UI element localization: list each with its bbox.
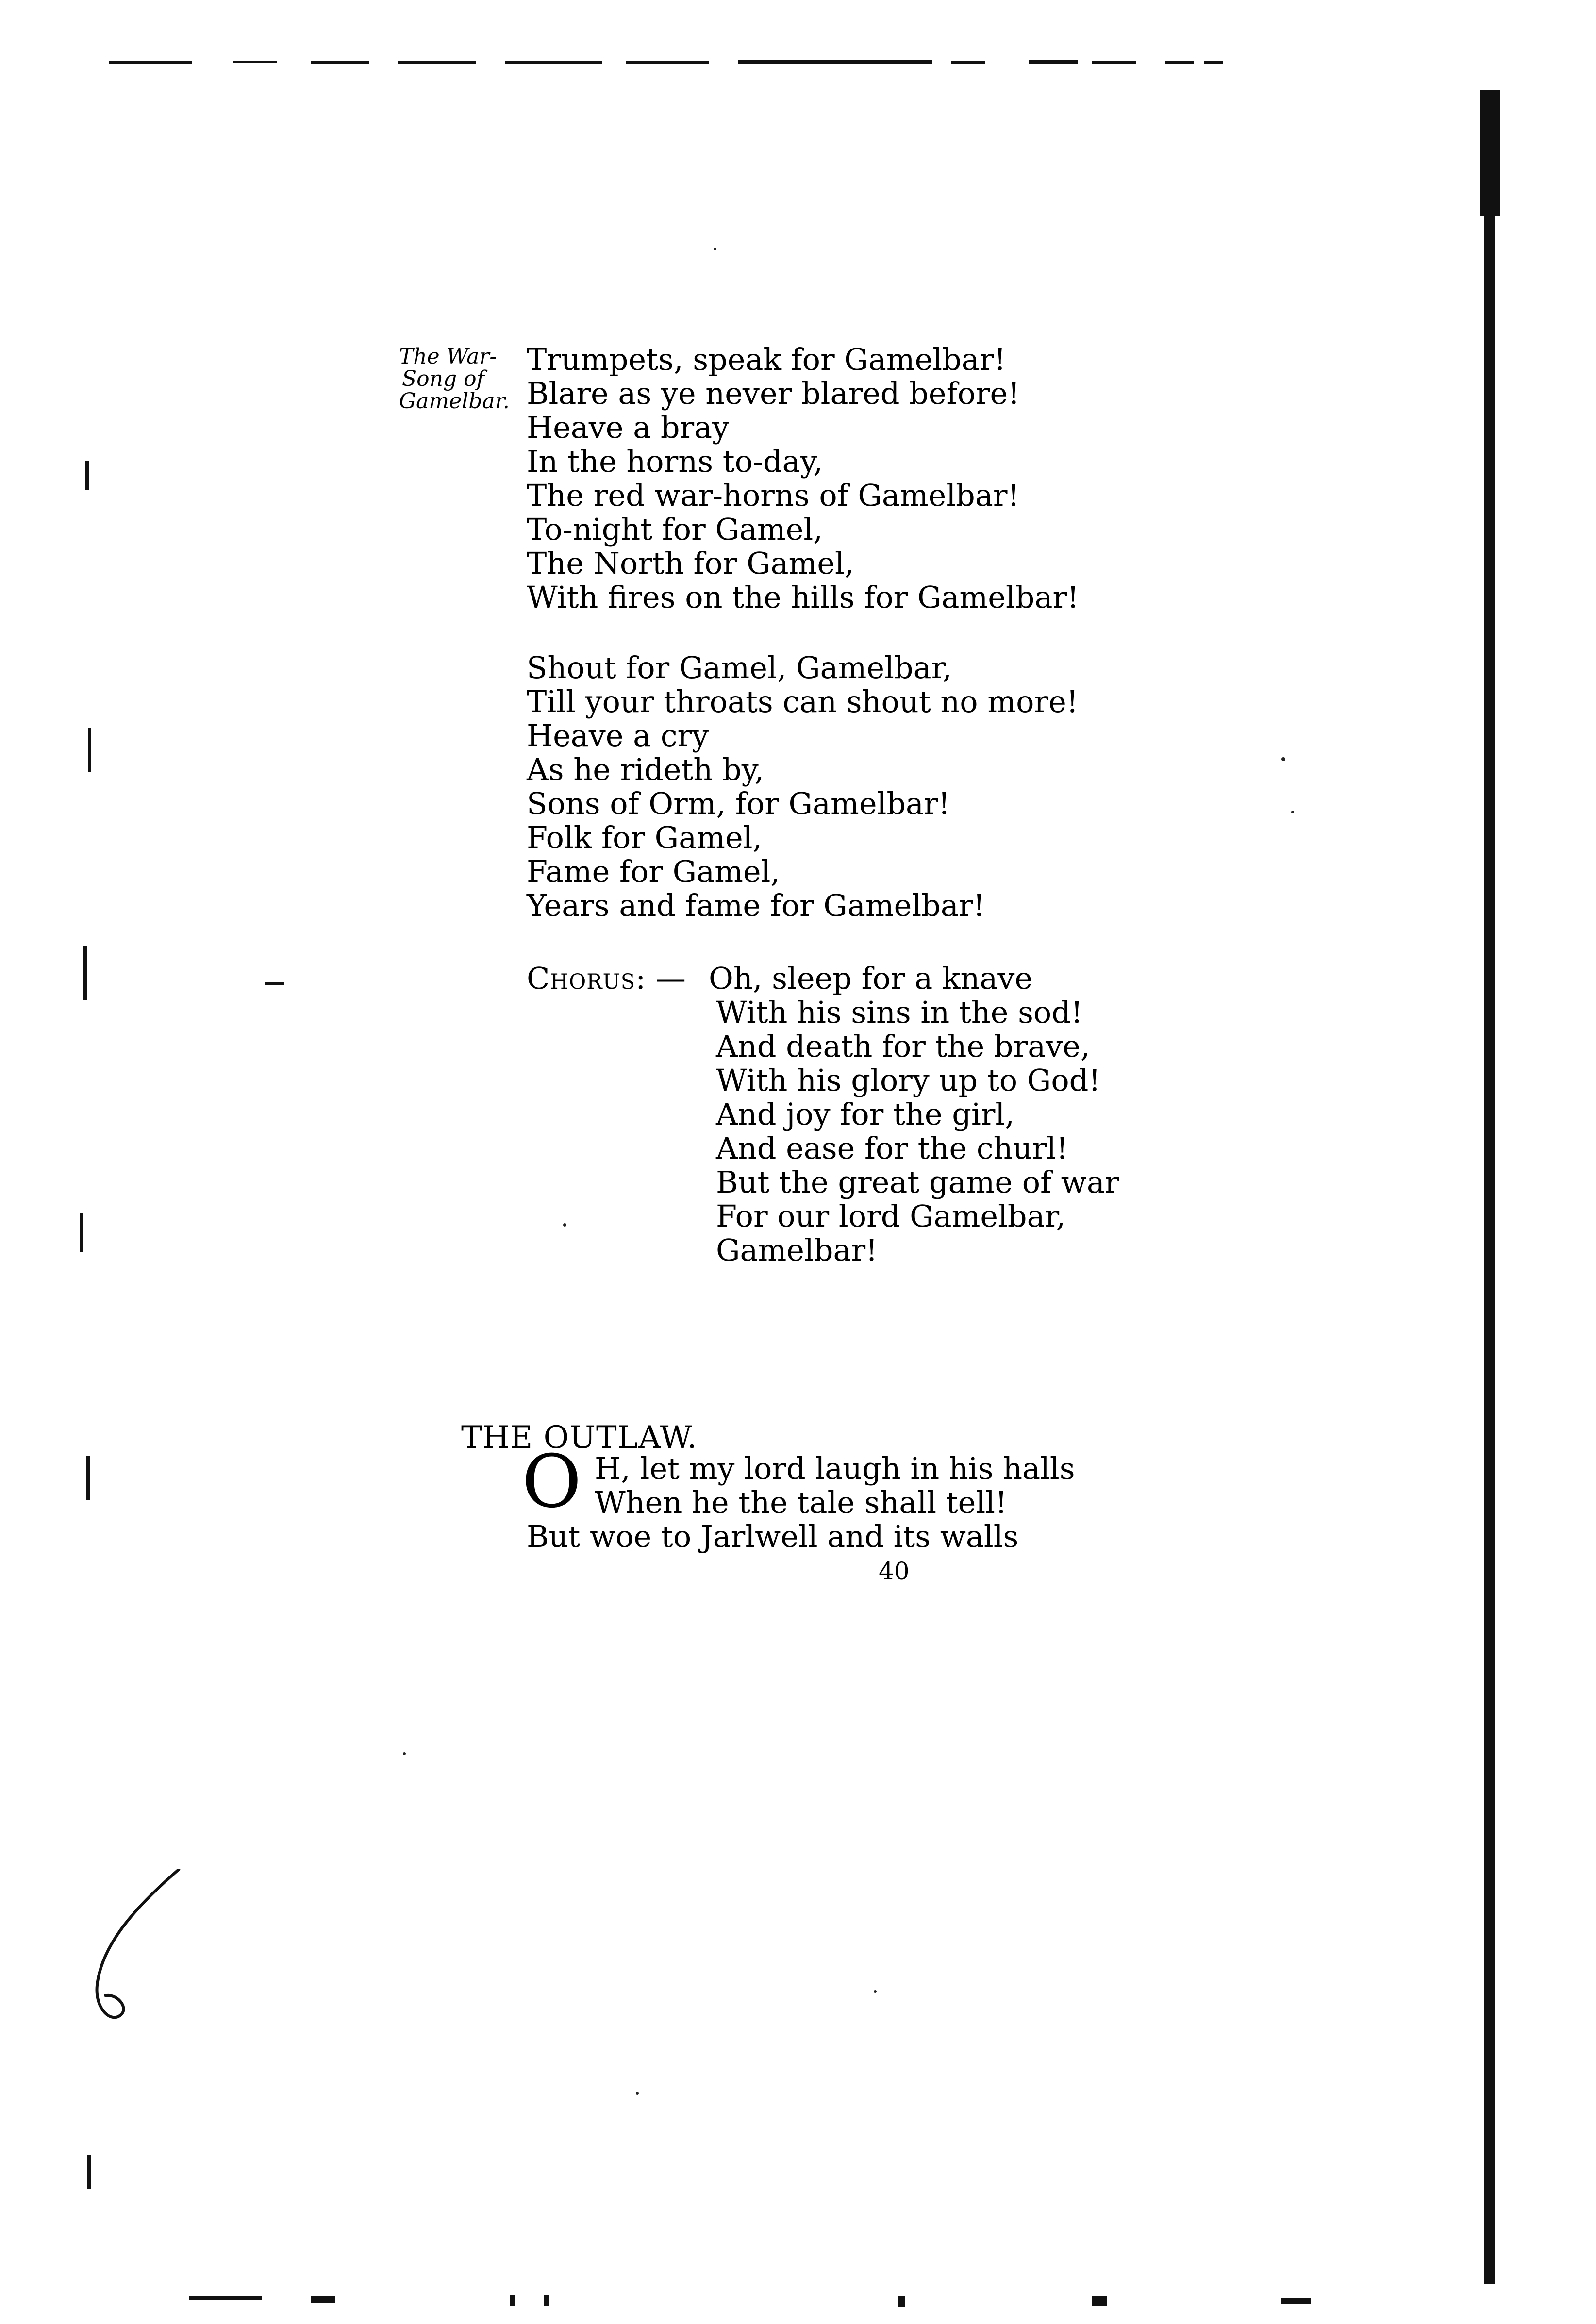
chorus-line: And joy for the girl, bbox=[716, 1096, 1014, 1132]
verse-line: Sons of Orm, for Gamelbar! bbox=[527, 786, 950, 821]
left-margin-mark bbox=[80, 1213, 83, 1252]
chorus-line: But the great game of war bbox=[716, 1164, 1119, 1200]
bottom-mark bbox=[311, 2296, 335, 2303]
bottom-mark bbox=[1281, 2298, 1311, 2304]
verse-line: In the horns to-day, bbox=[527, 444, 823, 479]
verse-line: As he rideth by, bbox=[527, 752, 765, 787]
top-rule-segment bbox=[109, 61, 192, 64]
chorus-label: Chorus: bbox=[527, 961, 647, 996]
speck bbox=[714, 248, 716, 250]
bottom-mark bbox=[544, 2295, 549, 2306]
poem-title: THE OUTLAW. bbox=[461, 1420, 698, 1456]
verse-line: But woe to Jarlwell and its walls bbox=[527, 1519, 1019, 1554]
speck bbox=[636, 2092, 639, 2095]
left-margin-mark bbox=[86, 1456, 90, 1500]
top-rule-segment bbox=[1165, 61, 1194, 64]
verse-line: H, let my lord laugh in his halls bbox=[595, 1451, 1075, 1486]
verse-line: With fires on the hills for Gamelbar! bbox=[527, 580, 1080, 615]
chorus-dash: — bbox=[655, 961, 686, 996]
verse-line: Years and fame for Gamelbar! bbox=[527, 888, 985, 923]
top-rule-segment bbox=[311, 61, 369, 64]
stanza-2 bbox=[527, 650, 1206, 925]
verse-line: The North for Gamel, bbox=[527, 546, 854, 581]
verse-line: Heave a cry bbox=[527, 718, 709, 753]
verse-line: Fame for Gamel, bbox=[527, 854, 781, 889]
top-rule-segment bbox=[1092, 61, 1136, 64]
right-border bbox=[1484, 90, 1495, 2284]
margin-flourish bbox=[83, 1869, 209, 2029]
left-margin-mark bbox=[85, 461, 89, 490]
speck bbox=[874, 1990, 877, 1993]
left-margin-mark bbox=[87, 2155, 91, 2189]
marginal-note-line: Gamelbar. bbox=[399, 389, 510, 414]
top-rule-segment bbox=[1204, 61, 1223, 64]
bottom-mark bbox=[510, 2295, 515, 2306]
marginal-note-line: Song of bbox=[402, 366, 484, 392]
chorus-line: Gamelbar! bbox=[716, 1232, 878, 1268]
top-rule-segment bbox=[398, 61, 476, 64]
top-rule-segment bbox=[233, 61, 277, 63]
stanza-1 bbox=[527, 342, 1206, 616]
speck bbox=[1281, 757, 1285, 761]
chorus bbox=[527, 963, 1255, 1274]
left-margin-mark bbox=[83, 946, 87, 1000]
chorus-line: And death for the brave, bbox=[716, 1029, 1090, 1064]
verse-line: Shout for Gamel, Gamelbar, bbox=[527, 650, 952, 685]
verse-line: Trumpets, speak for Gamelbar! bbox=[527, 342, 1006, 377]
chorus-label-row bbox=[527, 963, 686, 994]
chorus-line: And ease for the churl! bbox=[716, 1130, 1068, 1166]
left-margin-mark bbox=[265, 982, 284, 985]
verse-line: Heave a bray bbox=[527, 410, 730, 445]
page-number: 40 bbox=[879, 1557, 910, 1585]
bottom-mark bbox=[189, 2296, 262, 2300]
verse-line: Folk for Gamel, bbox=[527, 820, 763, 855]
speck bbox=[403, 1752, 406, 1755]
verse-line: Till your throats can shout no more! bbox=[527, 684, 1079, 719]
right-border-cap bbox=[1480, 90, 1500, 216]
speck bbox=[1291, 811, 1294, 813]
verse-line: The red war-horns of Gamelbar! bbox=[527, 478, 1020, 513]
top-rule-segment bbox=[1029, 60, 1078, 64]
left-margin-mark bbox=[88, 728, 91, 772]
chorus-line: With his glory up to God! bbox=[716, 1062, 1101, 1098]
top-rule-segment bbox=[626, 61, 709, 64]
chorus-line: Oh, sleep for a knave bbox=[709, 961, 1033, 996]
marginal-note-line: The War- bbox=[399, 344, 497, 369]
bottom-mark bbox=[898, 2296, 905, 2307]
outlaw-stanza bbox=[527, 1451, 1206, 1560]
verse-line: Blare as ye never blared before! bbox=[527, 376, 1020, 411]
drop-cap: O bbox=[522, 1440, 582, 1524]
verse-line: To-night for Gamel, bbox=[527, 512, 823, 547]
verse-line: When he the tale shall tell! bbox=[595, 1485, 1007, 1520]
bottom-mark bbox=[1092, 2296, 1107, 2306]
top-rule-segment bbox=[505, 61, 602, 64]
chorus-line: For our lord Gamelbar, bbox=[716, 1198, 1066, 1234]
top-rule-segment bbox=[951, 61, 985, 64]
top-rule-segment bbox=[738, 60, 932, 64]
marginal-note bbox=[399, 346, 510, 413]
chorus-line: With his sins in the sod! bbox=[716, 995, 1083, 1030]
